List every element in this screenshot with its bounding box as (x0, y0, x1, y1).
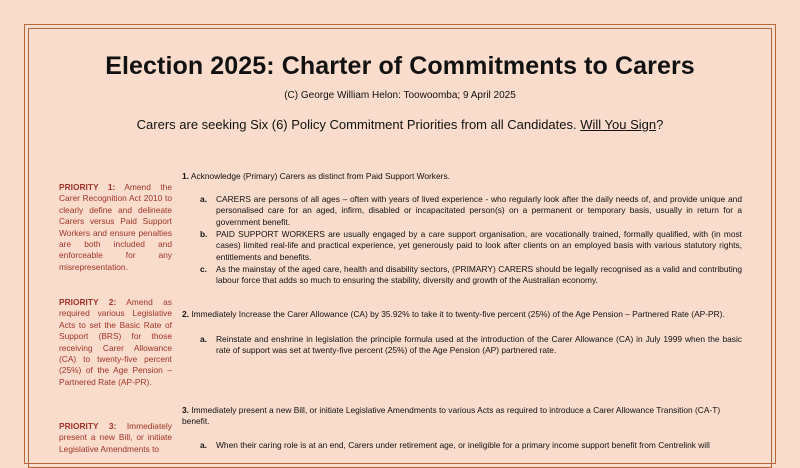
priority-1-label: PRIORITY 1: (59, 182, 116, 192)
tagline-question-mark: ? (656, 117, 664, 132)
document-title: Election 2025: Charter of Commitments to Carers (105, 52, 695, 80)
item-text: CARERS are persons of all ages – often with years of lived experience - who regularly look after the daily needs of, and provide unique and personalised care for an aged, infirm, disabled or incapacitated person(s) on a permanent or temporary basis, usually in return for a government benefit. (216, 194, 742, 227)
priority-2 (59, 297, 172, 388)
will-you-sign-text: Will You Sign (580, 117, 657, 132)
item-text: Reinstate and enshrine in legislation the principle formula used at the introduction of the Carer Allowance (CA) in July 1999 when the basic rate of support was set at twenty-five percent (25%) of the Age Pension (AP) partnered rate. (216, 334, 742, 356)
item-label: a. (200, 440, 207, 450)
point-3-number: 3. (182, 405, 189, 415)
item-label: a. (200, 194, 207, 204)
priority-2-label: PRIORITY 2: (59, 297, 117, 307)
priority-3-text: Immediately present a new Bill, or initiate Legislative Amendments to (59, 421, 172, 454)
item-text: When their caring role is at an end, Carers under retirement age, or ineligible for a primary income support benefit from Centrelink will (216, 440, 710, 450)
point-1 (182, 171, 742, 182)
point-1-item-c (200, 264, 742, 287)
priority-1 (59, 182, 172, 273)
point-2 (182, 309, 742, 320)
point-1-text: Acknowledge (Primary) Carers as distinct from Paid Support Workers. (189, 171, 450, 181)
item-text: PAID SUPPORT WORKERS are usually engaged by a care support organisation, are vocationally trained, formally qualified, with (in most cases) limited real-life and practical experience, yet generously paid to look after clients on an employed basis with various statutory rights, entitlements and benefits. (216, 229, 742, 262)
item-label: c. (200, 264, 207, 274)
priority-2-text: Amend as required various Legislative Acts to set the Basic Rate of Support (BRS) for those receiving Carer Allowance (CA) to twenty-five percent (25%) of the Age Pension – Partnered Rate (AP-PR). (59, 297, 172, 387)
point-1-item-a (200, 194, 742, 228)
priority-3 (59, 421, 172, 455)
priority-1-text: Amend the Carer Recognition Act 2010 to clearly define and delineate Carers versus Paid Support Workers and ensure penalties are both included and enforceable for any misrepresentation. (59, 182, 172, 272)
point-2-text: Immediately Increase the Carer Allowance (CA) by 35.92% to take it to twenty-five percent (25%) of the Age Pension – Partnered Rate (AP-PR). (189, 309, 725, 319)
point-2-item-a (200, 334, 742, 357)
priority-3-label: PRIORITY 3: (59, 421, 117, 431)
item-text: As the mainstay of the aged care, health and disability sectors, (PRIMARY) CARERS should be legally recognised as a valid and contributing labour force that adds so much to ensuring the stability, diversity and growth of the Australian economy. (216, 264, 742, 286)
point-3 (182, 405, 742, 428)
point-2-number: 2. (182, 309, 189, 319)
point-3-text: Immediately present a new Bill, or initiate Legislative Amendments to various Acts as required to introduce a Carer Allowance Transition (CA-T) benefit. (182, 405, 721, 427)
item-label: a. (200, 334, 207, 344)
point-1-number: 1. (182, 171, 189, 181)
tagline-text: Carers are seeking Six (6) Policy Commitment Priorities from all Candidates. (136, 117, 581, 132)
document-subtitle: (C) George William Helon: Toowoomba; 9 April 2025 (284, 90, 516, 101)
item-label: b. (200, 229, 208, 239)
document-tagline (0, 117, 800, 132)
point-1-item-b (200, 229, 742, 263)
